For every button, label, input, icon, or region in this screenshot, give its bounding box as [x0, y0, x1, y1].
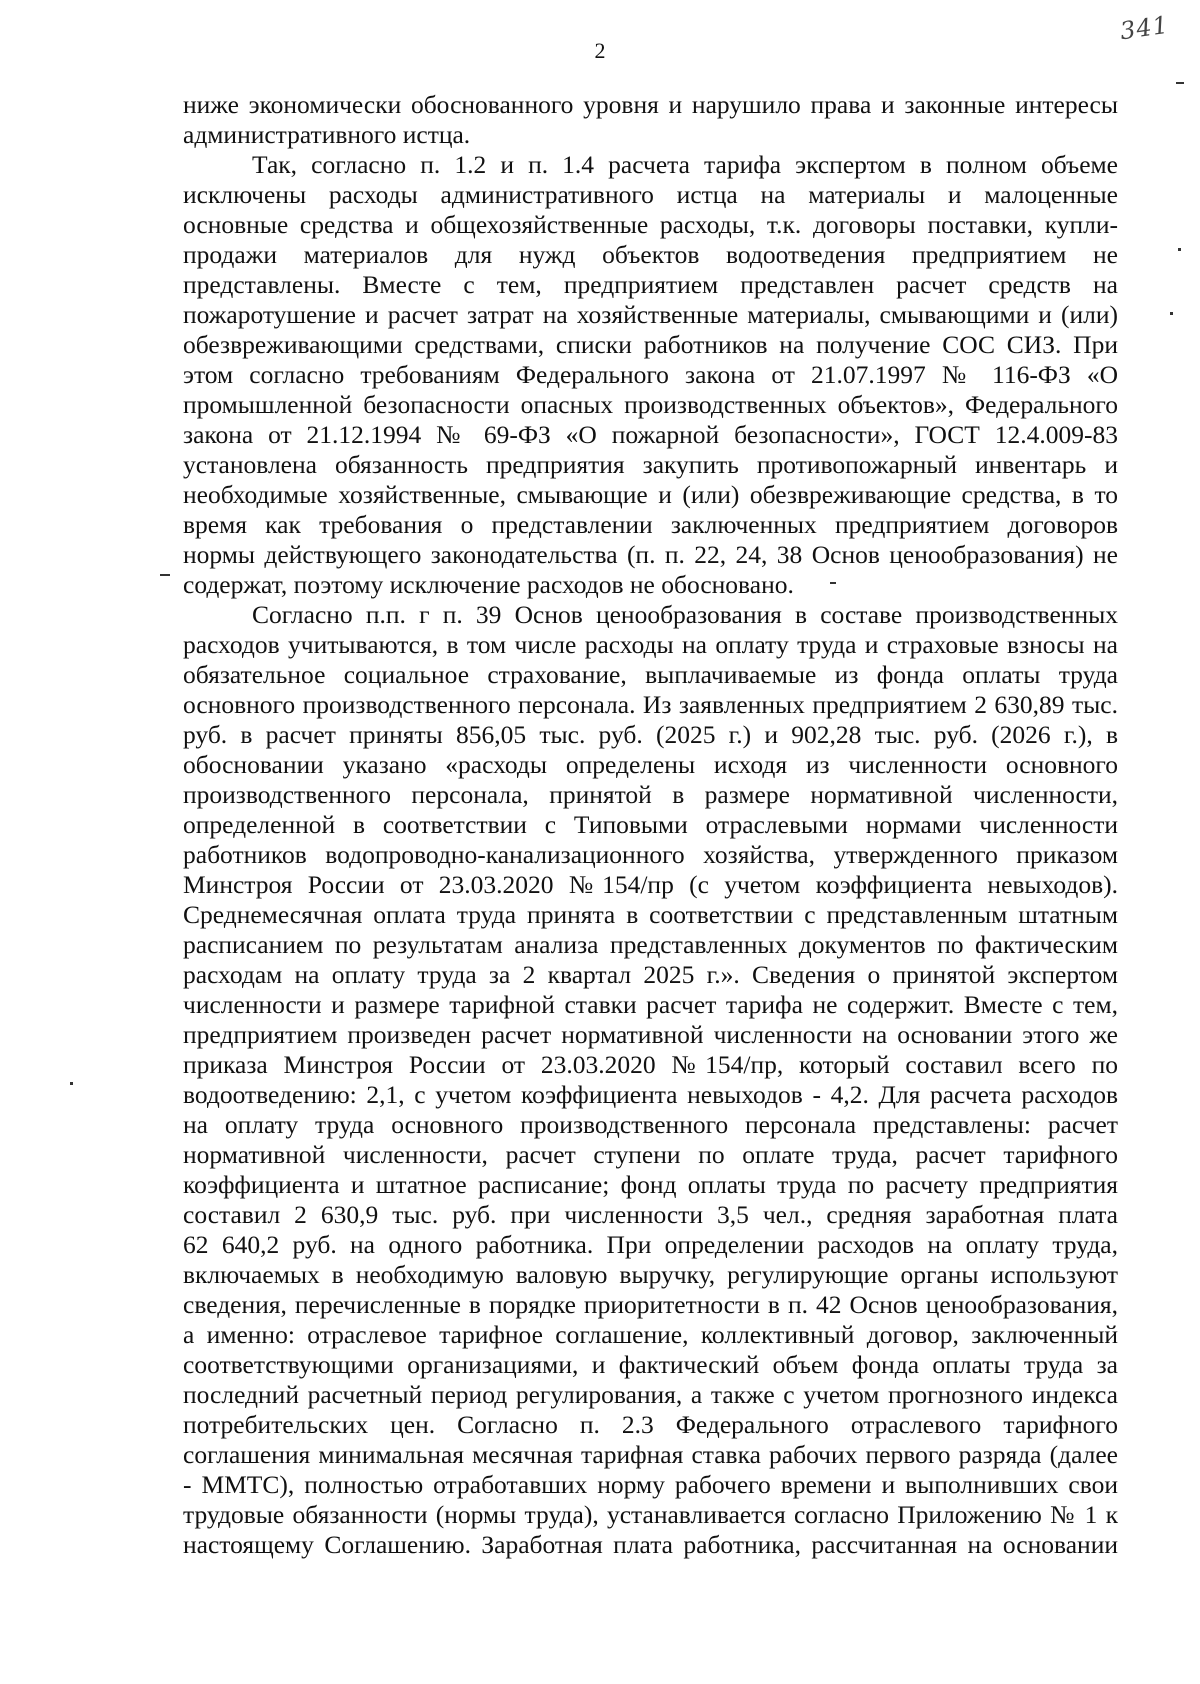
text-line: пожаротушение и расчет затрат на хозяйственные материалы, смывающими и (или)	[183, 300, 1118, 329]
text-line: численности и размере тарифной ставки расчет тарифа не содержит. Вместе с тем,	[183, 990, 1118, 1019]
text-line: определенной в соответствии с Типовыми отраслевыми нормами численности	[183, 810, 1118, 839]
text-line: представлены. Вместе с тем, предприятием представлен расчет средств на	[183, 270, 1118, 299]
text-line: приказа Минстроя России от 23.03.2020 №154/пр, который составил всего по	[183, 1050, 1118, 1079]
text-line: установлена обязанность предприятия закупить противопожарный инвентарь и	[183, 450, 1118, 479]
text-line: нормативной численности, расчет ступени по оплате труда, расчет тарифного	[183, 1140, 1118, 1169]
text-line: основного производственного персонала. Из заявленных предприятием 2 630,89 тыс.	[183, 690, 1118, 719]
handwritten-page-mark: 341	[1118, 10, 1171, 46]
text-line: потребительских цен. Согласно п. 2.3 Федерального отраслевого тарифного	[183, 1410, 1118, 1439]
text-line: на оплату труда основного производственного персонала представлены: расчет	[183, 1110, 1118, 1139]
text-line: Минстроя России от 23.03.2020 №154/пр (с учетом коэффициента невыходов).	[183, 870, 1118, 899]
scan-mark	[1176, 82, 1184, 84]
text-line: сведения, перечисленные в порядке приоритетности в п. 42 Основ ценообразования,	[183, 1290, 1118, 1319]
text-line: промышленной безопасности опасных производственных объектов», Федерального	[183, 390, 1118, 419]
text-line: 62 640,2 руб. на одного работника. При определении расходов на оплату труда,	[183, 1230, 1118, 1259]
text-line: Согласно п.п. г п. 39 Основ ценообразования в составе производственных	[252, 600, 1118, 629]
text-line: коэффициента и штатное расписание; фонд оплаты труда по расчету предприятия	[183, 1170, 1118, 1199]
text-line: последний расчетный период регулирования, а также с учетом прогнозного индекса	[183, 1380, 1118, 1409]
text-line: нормы действующего законодательства (п. п. 22, 24, 38 Основ ценообразования) не	[183, 540, 1118, 569]
text-line: продажи материалов для нужд объектов водоотведения предприятием не	[183, 240, 1118, 269]
text-line: обосновании указано «расходы определены исходя из численности основного	[183, 750, 1118, 779]
text-line: Среднемесячная оплата труда принята в соответствии с представленным штатным	[183, 900, 1118, 929]
text-line: руб. в расчет приняты 856,05 тыс. руб. (2025 г.) и 902,28 тыс. руб. (2026 г.), в	[183, 720, 1118, 749]
text-line: обезвреживающими средствами, списки работников на получение СОС СИЗ. При	[183, 330, 1118, 359]
scan-mark	[1170, 312, 1173, 315]
text-line: составил 2 630,9 тыс. руб. при численности 3,5 чел., средняя заработная плата	[183, 1200, 1118, 1229]
text-line: время как требования о представлении заключенных предприятием договоров	[183, 510, 1118, 539]
text-line: Так, согласно п. 1.2 и п. 1.4 расчета тарифа экспертом в полном объеме	[252, 150, 1118, 179]
scan-mark	[70, 1082, 73, 1085]
text-line: закона от 21.12.1994 № 69-ФЗ «О пожарной безопасности», ГОСТ 12.4.009-83	[183, 420, 1118, 449]
text-line: административного истца.	[183, 120, 471, 149]
text-line: включаемых в необходимую валовую выручку, регулирующие органы используют	[183, 1260, 1118, 1289]
text-line: основные средства и общехозяйственные расходы, т.к. договоры поставки, купли-	[183, 210, 1118, 239]
text-line: исключены расходы административного истца на материалы и малоценные	[183, 180, 1118, 209]
text-line: соглашения минимальная месячная тарифная ставка рабочих первого разряда (далее	[183, 1440, 1118, 1469]
text-line: трудовые обязанности (нормы труда), устанавливается согласно Приложению № 1 к	[183, 1500, 1118, 1529]
text-line: предприятием произведен расчет нормативной численности на основании этого же	[183, 1020, 1118, 1049]
text-line: водоотведению: 2,1, с учетом коэффициента невыходов - 4,2. Для расчета расходов	[183, 1080, 1118, 1109]
text-line: необходимые хозяйственные, смывающие и (или) обезвреживающие средства, в то	[183, 480, 1118, 509]
text-line: - ММТС), полностью отработавших норму рабочего времени и выполнивших свои	[183, 1470, 1118, 1499]
text-line: а именно: отраслевое тарифное соглашение, коллективный договор, заключенный	[183, 1320, 1118, 1349]
scan-mark	[1178, 248, 1181, 251]
text-line: соответствующими организациями, и фактический объем фонда оплаты труда за	[183, 1350, 1118, 1379]
text-line: расходов учитываются, в том числе расходы на оплату труда и страховые взносы на	[183, 630, 1118, 659]
text-line: расписанием по результатам анализа представленных документов по фактическим	[183, 930, 1118, 959]
text-line: содержат, поэтому исключение расходов не обосновано.	[183, 570, 794, 599]
scan-mark	[160, 574, 170, 576]
text-line: обязательное социальное страхование, выплачиваемые из фонда оплаты труда	[183, 660, 1118, 689]
text-line: этом согласно требованиям Федерального закона от 21.07.1997 № 116-ФЗ «О	[183, 360, 1118, 389]
text-line: работников водопроводно-канализационного хозяйства, утвержденного приказом	[183, 840, 1118, 869]
text-line: настоящему Соглашению. Заработная плата работника, рассчитанная на основании	[183, 1530, 1118, 1559]
text-line: производственного персонала, принятой в размере нормативной численности,	[183, 780, 1118, 809]
page-number: 2	[594, 38, 606, 63]
text-line: расходам на оплату труда за 2 квартал 2025 г.». Сведения о принятой экспертом	[183, 960, 1118, 989]
scan-mark	[830, 582, 836, 584]
text-line: ниже экономически обоснованного уровня и нарушило права и законные интересы	[183, 90, 1118, 119]
